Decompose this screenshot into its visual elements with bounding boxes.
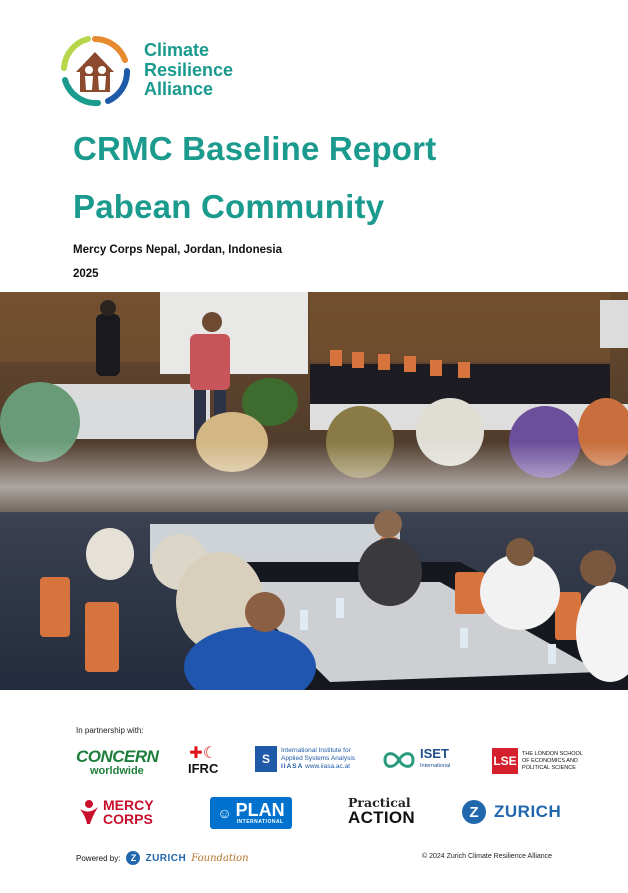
plan-international-logo (210, 797, 292, 829)
mercy-corps-logo (78, 798, 154, 826)
plan-figure-icon: ☺ (217, 805, 232, 821)
organizations-line: Mercy Corps Nepal, Jordan, Indonesia (73, 244, 282, 256)
zurich-text: ZURICH (494, 802, 562, 821)
ifrc-text: IFRC (188, 761, 219, 776)
partnership-label: In partnership with: (76, 726, 144, 735)
logo-line-1: Climate (144, 40, 210, 60)
ifrc-logo (188, 746, 218, 776)
practical-line-1: Practical (348, 795, 411, 810)
iiasa-logo (255, 746, 355, 772)
infinity-icon (382, 749, 416, 771)
alliance-house-icon (58, 34, 132, 108)
practical-action-logo (348, 796, 415, 827)
iset-main-text: ISET (420, 746, 449, 761)
iiasa-line-1: International Institute for (281, 747, 351, 754)
lse-line-2: OF ECONOMICS AND (522, 757, 578, 764)
alliance-logo (58, 34, 234, 108)
mercy-figure-icon (78, 799, 100, 825)
zurich-foundation-text: ZURICH (145, 852, 187, 864)
zurich-z-icon: Z (462, 800, 486, 824)
report-title: CRMC Baseline Report (73, 130, 437, 167)
community-title: Pabean Community (73, 188, 385, 225)
concern-sub-text: worldwide (90, 765, 144, 777)
powered-by (76, 851, 249, 865)
zurich-logo (462, 800, 561, 824)
lse-line-1: THE LONDON SCHOOL (522, 750, 583, 757)
mercy-line-1: MERCY (103, 797, 154, 813)
practical-line-2: ACTION (348, 808, 415, 827)
concern-main-text: CONCERN (76, 747, 159, 766)
iiasa-mark-icon: S (255, 746, 277, 772)
red-cross-crescent-icon: ✚☾ (189, 745, 218, 762)
lse-line-3: POLITICAL SCIENCE (522, 764, 576, 771)
logo-line-2: Resilience (144, 59, 234, 80)
iiasa-line-2: Applied Systems Analysis (281, 755, 356, 762)
zurich-foundation-z-icon: Z (126, 851, 140, 865)
concern-worldwide-logo (76, 748, 158, 777)
plan-sub-text: INTERNATIONAL (236, 819, 284, 825)
workshop-photo (0, 292, 628, 690)
plan-main-text: PLAN (235, 800, 285, 820)
alliance-wordmark (144, 41, 233, 100)
foundation-text: Foundation (191, 852, 249, 864)
mercy-line-2: CORPS (103, 811, 153, 827)
iset-logo (382, 748, 450, 772)
report-year: 2025 (73, 268, 99, 280)
iiasa-mark-text: IIASA (281, 763, 304, 770)
powered-by-label: Powered by: (76, 853, 121, 863)
lse-mark: LSE (492, 748, 518, 774)
lse-logo (492, 748, 583, 774)
iset-sub-text: International (420, 763, 451, 769)
copyright-notice: © 2024 Zurich Climate Resilience Alliance (422, 853, 553, 860)
logo-line-3: Alliance (144, 79, 214, 99)
iiasa-url: www.iiasa.ac.at (305, 763, 350, 770)
